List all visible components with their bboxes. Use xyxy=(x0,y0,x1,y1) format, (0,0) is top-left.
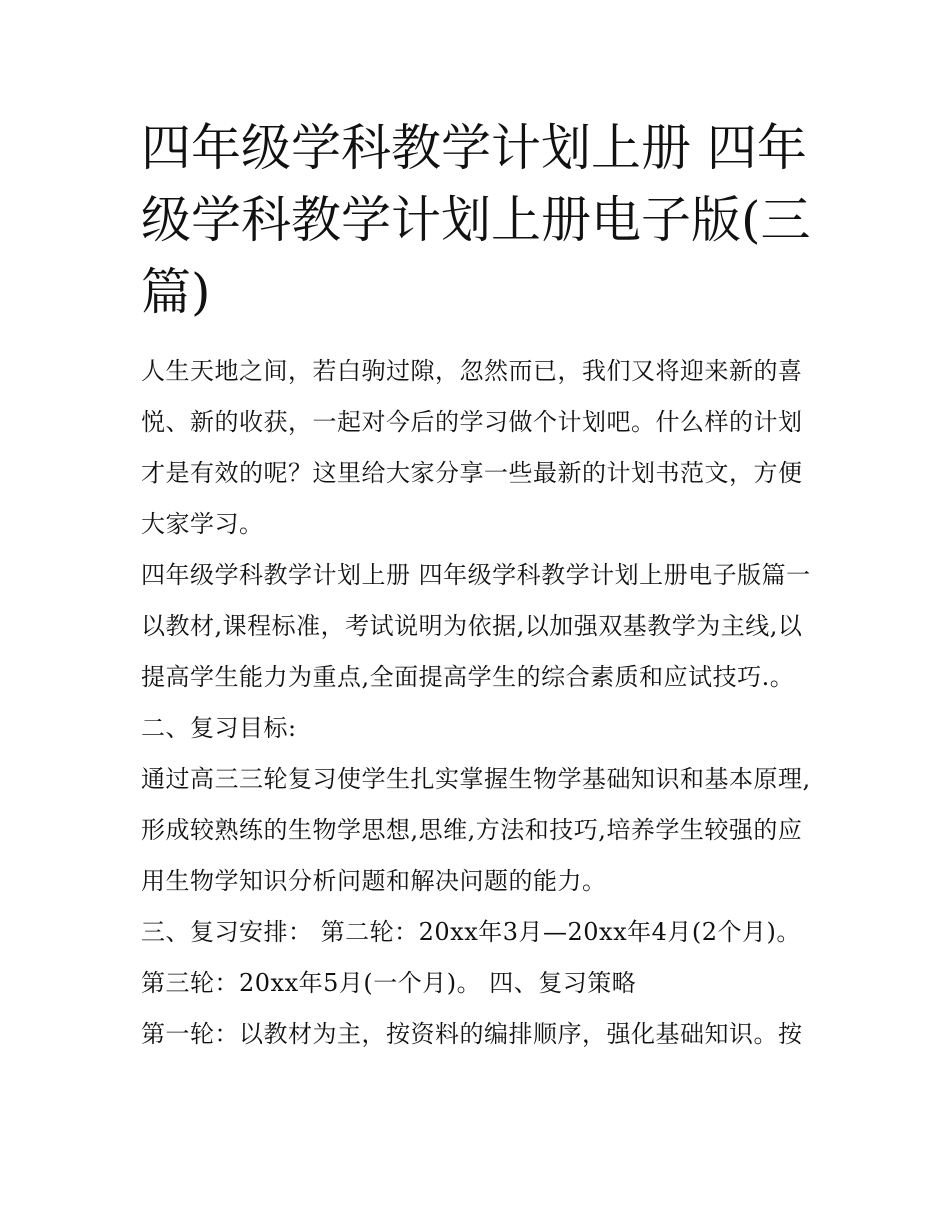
review-third-round-line: 第三轮：20xx年5月(一个月)。 四、复习策略 xyxy=(141,969,637,997)
guiding-paragraph: 以教材,课程标准，考试说明为依据,以加强双基教学为主线,以提高学生能力为重点,全面提高学生的综合素质和应试技巧.。 xyxy=(141,612,803,691)
document-content xyxy=(141,112,821,1060)
first-round-paragraph: 第一轮：以教材为主，按资料的编排顺序，强化基础知识。按 xyxy=(141,1020,803,1048)
review-goal-heading: 二、复习目标: xyxy=(141,714,297,742)
document-body xyxy=(141,346,821,1060)
intro-paragraph: 人生天地之间，若白驹过隙，忽然而已，我们又将迎来新的喜悦、新的收获，一起对今后的学习做个计划吧。什么样的计划才是有效的呢？这里给大家分享一些最新的计划书范文，方便大家学习。 xyxy=(141,357,803,538)
review-goal-paragraph: 通过高三三轮复习使学生扎实掌握生物学基础知识和基本原理,形成较熟练的生物学思想,思维,方法和技巧,培养学生较强的应用生物学知识分析问题和解决问题的能力。 xyxy=(141,765,811,895)
document-title: 四年级学科教学计划上册 四年级学科教学计划上册电子版(三篇) xyxy=(141,119,811,321)
section-heading: 四年级学科教学计划上册 四年级学科教学计划上册电子版篇一 xyxy=(141,561,811,589)
review-schedule-line: 三、复习安排： 第二轮：20xx年3月—20xx年4月(2个月)。 xyxy=(141,918,801,946)
